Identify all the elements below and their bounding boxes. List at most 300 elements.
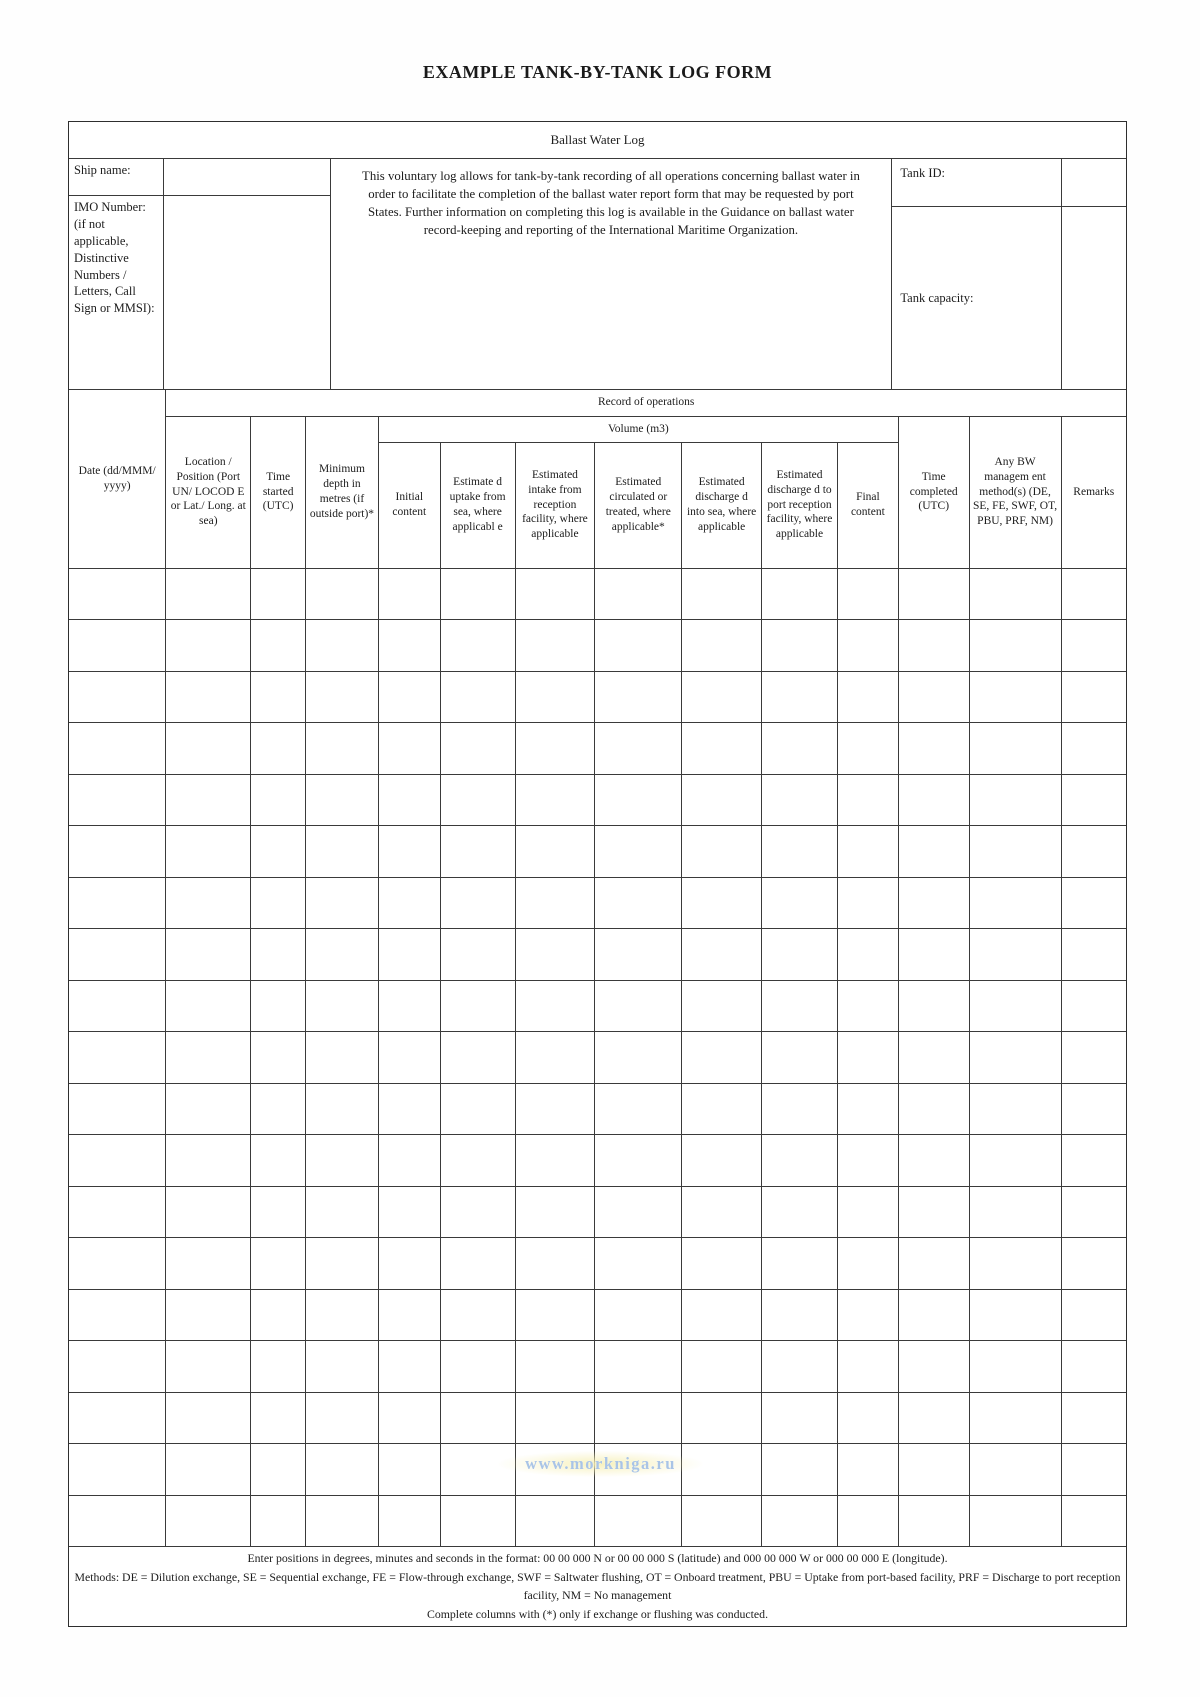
col-header-est-discharge-port: Estimated discharge d to port reception facility, where applicable [762, 442, 838, 568]
empty-log-cell [898, 1341, 969, 1393]
empty-log-cell [969, 1186, 1061, 1238]
empty-log-cell [440, 1238, 515, 1290]
empty-log-cell [898, 1238, 969, 1290]
empty-log-cell [378, 671, 440, 723]
empty-log-cell [515, 568, 595, 620]
empty-log-cell [306, 774, 379, 826]
empty-log-cell [515, 826, 595, 878]
empty-log-cell [166, 1495, 251, 1547]
empty-log-cell [969, 1135, 1061, 1187]
empty-log-cell [515, 1341, 595, 1393]
empty-log-cell [251, 929, 306, 981]
col-header-est-discharge-sea: Estimated discharge d into sea, where applicable [682, 442, 762, 568]
empty-log-cell [69, 1289, 166, 1341]
empty-log-cell [837, 929, 898, 981]
empty-log-cell [251, 1289, 306, 1341]
empty-log-cell [682, 1186, 762, 1238]
empty-log-cell [251, 980, 306, 1032]
empty-log-cell [595, 671, 682, 723]
empty-log-cell [682, 1289, 762, 1341]
empty-log-cell [1061, 1238, 1126, 1290]
empty-log-cell [762, 1341, 838, 1393]
empty-log-cell [166, 723, 251, 775]
empty-log-cell [1061, 1289, 1126, 1341]
log-table-row [69, 1392, 1126, 1444]
ballast-water-log-form [68, 121, 1127, 1627]
log-table-row [69, 1238, 1126, 1290]
empty-log-cell [166, 1392, 251, 1444]
empty-log-cell [595, 1341, 682, 1393]
empty-log-cell [595, 620, 682, 672]
imo-number-label: IMO Number: (if not applicable, Distinctive Numbers / Letters, Call Sign or MMSI): [69, 196, 164, 390]
empty-log-cell [515, 980, 595, 1032]
empty-log-cell [762, 568, 838, 620]
empty-log-cell [898, 620, 969, 672]
col-header-remarks: Remarks [1061, 416, 1126, 568]
empty-log-cell [69, 1392, 166, 1444]
empty-log-cell [1061, 929, 1126, 981]
log-table-row [69, 826, 1126, 878]
footnote-methods: Methods: DE = Dilution exchange, SE = Sequential exchange, FE = Flow-through exchange, SWF = Saltwater flushing, OT = Onboard treatment, PBU = Uptake from port-based facility, PRF = Discharge to port reception facility, NM = No management [74, 1569, 1121, 1603]
empty-log-cell [515, 671, 595, 723]
empty-log-cell [440, 620, 515, 672]
empty-log-cell [251, 1083, 306, 1135]
empty-log-cell [837, 1135, 898, 1187]
empty-log-cell [837, 877, 898, 929]
empty-log-cell [306, 1135, 379, 1187]
empty-log-cell [682, 723, 762, 775]
empty-log-cell [440, 1186, 515, 1238]
empty-log-cell [166, 1135, 251, 1187]
empty-log-cell [837, 774, 898, 826]
empty-log-cell [837, 1392, 898, 1444]
empty-log-cell [306, 568, 379, 620]
empty-log-cell [837, 1495, 898, 1547]
empty-log-cell [306, 1083, 379, 1135]
empty-log-cell [69, 1083, 166, 1135]
empty-log-cell [306, 877, 379, 929]
empty-log-cell [378, 774, 440, 826]
empty-log-cell [440, 723, 515, 775]
empty-log-cell [166, 1186, 251, 1238]
empty-log-cell [1061, 1444, 1126, 1496]
empty-log-cell [595, 826, 682, 878]
log-table-row [69, 568, 1126, 620]
empty-log-cell [682, 1495, 762, 1547]
empty-log-cell [898, 671, 969, 723]
log-table-row [69, 1032, 1126, 1084]
empty-log-cell [166, 1341, 251, 1393]
empty-log-cell [515, 1186, 595, 1238]
empty-log-cell [762, 1289, 838, 1341]
ship-name-field [164, 159, 331, 196]
footnote-positions: Enter positions in degrees, minutes and seconds in the format: 00 00 000 N or 00 00 000 S (latitude) and 000 00 000 W or 000 00 000 E (longitude). [247, 1551, 948, 1565]
empty-log-cell [762, 1135, 838, 1187]
empty-log-cell [69, 1135, 166, 1187]
tank-id-field [1062, 159, 1126, 207]
empty-log-cell [515, 1392, 595, 1444]
empty-log-cell [837, 723, 898, 775]
col-header-time-started: Time started (UTC) [251, 416, 306, 568]
empty-log-cell [378, 1032, 440, 1084]
empty-log-cell [166, 671, 251, 723]
empty-log-cell [682, 671, 762, 723]
empty-log-cell [1061, 774, 1126, 826]
empty-log-cell [837, 620, 898, 672]
empty-log-cell [837, 1238, 898, 1290]
empty-log-cell [378, 929, 440, 981]
empty-log-cell [682, 1341, 762, 1393]
empty-log-cell [378, 1289, 440, 1341]
empty-log-cell [515, 620, 595, 672]
empty-log-cell [440, 826, 515, 878]
empty-log-cell [1061, 723, 1126, 775]
empty-log-cell [762, 929, 838, 981]
empty-log-cell [682, 568, 762, 620]
col-header-est-intake: Estimated intake from reception facility, where applicable [515, 442, 595, 568]
empty-log-cell [251, 568, 306, 620]
empty-log-cell [306, 929, 379, 981]
empty-log-cell [595, 1392, 682, 1444]
log-table-row [69, 1444, 1126, 1496]
log-table-row [69, 1341, 1126, 1393]
empty-log-cell [762, 1083, 838, 1135]
empty-log-cell [898, 929, 969, 981]
empty-log-cell [440, 1392, 515, 1444]
empty-log-cell [69, 671, 166, 723]
empty-log-cell [378, 1135, 440, 1187]
empty-log-cell [595, 1444, 682, 1496]
empty-log-cell [69, 723, 166, 775]
empty-log-cell [378, 826, 440, 878]
empty-log-cell [515, 1032, 595, 1084]
empty-log-cell [762, 877, 838, 929]
empty-log-cell [969, 671, 1061, 723]
empty-log-cell [762, 826, 838, 878]
empty-log-cell [306, 1186, 379, 1238]
empty-log-cell [306, 980, 379, 1032]
empty-log-cell [166, 774, 251, 826]
col-header-time-completed: Time completed (UTC) [898, 416, 969, 568]
empty-log-cell [1061, 1032, 1126, 1084]
empty-log-cell [515, 1495, 595, 1547]
empty-log-cell [762, 723, 838, 775]
empty-log-cell [378, 877, 440, 929]
log-table-row [69, 1495, 1126, 1547]
empty-log-cell [898, 1186, 969, 1238]
empty-log-cell [898, 1135, 969, 1187]
empty-log-cell [440, 877, 515, 929]
empty-log-cell [69, 1238, 166, 1290]
col-header-bw-management: Any BW managem ent method(s) (DE, SE, FE, SWF, OT, PBU, PRF, NM) [969, 416, 1061, 568]
empty-log-cell [378, 723, 440, 775]
empty-log-cell [306, 1495, 379, 1547]
empty-log-cell [1061, 1186, 1126, 1238]
empty-log-cell [969, 723, 1061, 775]
empty-log-cell [595, 929, 682, 981]
empty-log-cell [837, 1444, 898, 1496]
volume-group-header: Volume (m3) [378, 416, 898, 442]
empty-log-cell [837, 826, 898, 878]
empty-log-cell [306, 671, 379, 723]
empty-log-cell [969, 980, 1061, 1032]
log-table-body [69, 568, 1126, 1547]
empty-log-cell [251, 1238, 306, 1290]
empty-log-cell [1061, 568, 1126, 620]
empty-log-cell [969, 877, 1061, 929]
empty-log-cell [969, 620, 1061, 672]
empty-log-cell [682, 1238, 762, 1290]
empty-log-cell [837, 1083, 898, 1135]
col-header-est-circulated: Estimated circulated or treated, where applicable* [595, 442, 682, 568]
empty-log-cell [595, 1083, 682, 1135]
empty-log-cell [69, 620, 166, 672]
empty-log-cell [969, 1083, 1061, 1135]
form-info-header [69, 159, 1126, 390]
form-title-bar: Ballast Water Log [69, 122, 1126, 159]
empty-log-cell [595, 1238, 682, 1290]
empty-log-cell [898, 1495, 969, 1547]
empty-log-cell [306, 620, 379, 672]
empty-log-cell [440, 980, 515, 1032]
empty-log-cell [1061, 877, 1126, 929]
empty-log-cell [969, 568, 1061, 620]
empty-log-cell [440, 1083, 515, 1135]
empty-log-cell [898, 1083, 969, 1135]
log-table-row [69, 723, 1126, 775]
log-table-row [69, 671, 1126, 723]
empty-log-cell [378, 1392, 440, 1444]
empty-log-cell [898, 877, 969, 929]
log-table-row [69, 1289, 1126, 1341]
empty-log-cell [166, 877, 251, 929]
empty-log-cell [440, 1341, 515, 1393]
empty-log-cell [898, 1289, 969, 1341]
footnote-asterisk: Complete columns with (*) only if exchange or flushing was conducted. [426, 1606, 769, 1621]
empty-log-cell [682, 1083, 762, 1135]
empty-log-cell [251, 620, 306, 672]
empty-log-cell [251, 1341, 306, 1393]
empty-log-cell [69, 1495, 166, 1547]
empty-log-cell [595, 980, 682, 1032]
tank-capacity-label: Tank capacity: [892, 207, 1062, 390]
empty-log-cell [837, 980, 898, 1032]
empty-log-cell [440, 1444, 515, 1496]
empty-log-cell [682, 1392, 762, 1444]
empty-log-cell [69, 1444, 166, 1496]
empty-log-cell [969, 1032, 1061, 1084]
empty-log-cell [898, 1444, 969, 1496]
empty-log-cell [595, 568, 682, 620]
empty-log-cell [306, 1289, 379, 1341]
empty-log-cell [682, 1444, 762, 1496]
empty-log-cell [251, 1186, 306, 1238]
empty-log-cell [378, 1238, 440, 1290]
empty-log-cell [251, 1495, 306, 1547]
empty-log-cell [166, 1083, 251, 1135]
empty-log-cell [682, 826, 762, 878]
empty-log-cell [1061, 1495, 1126, 1547]
empty-log-cell [515, 774, 595, 826]
empty-log-cell [69, 929, 166, 981]
footnotes-cell [69, 1547, 1126, 1626]
empty-log-cell [762, 1392, 838, 1444]
empty-log-cell [69, 1186, 166, 1238]
site-watermark: www.morkniga.ru [498, 1451, 703, 1477]
empty-log-cell [440, 1135, 515, 1187]
empty-log-cell [682, 980, 762, 1032]
empty-log-cell [306, 723, 379, 775]
form-description: This voluntary log allows for tank-by-tank recording of all operations concerning ballast water in order to facilitate the completion of the ballast water report form that may be requested by port States. Further information on completing this log is available in the Guidance on ballast water record-keeping and reporting of the International Maritime Organization. [331, 159, 893, 390]
empty-log-cell [515, 877, 595, 929]
empty-log-cell [251, 723, 306, 775]
empty-log-cell [166, 620, 251, 672]
empty-log-cell [166, 568, 251, 620]
empty-log-cell [837, 671, 898, 723]
empty-log-cell [251, 1392, 306, 1444]
col-header-location: Location / Position (Port UN/ LOCOD E or Lat./ Long. at sea) [166, 416, 251, 568]
empty-log-cell [378, 568, 440, 620]
empty-log-cell [682, 620, 762, 672]
document-title: EXAMPLE TANK-BY-TANK LOG FORM [422, 62, 773, 82]
empty-log-cell [1061, 1341, 1126, 1393]
empty-log-cell [251, 826, 306, 878]
empty-log-cell [595, 877, 682, 929]
empty-log-cell [166, 980, 251, 1032]
empty-log-cell [251, 774, 306, 826]
log-table-row [69, 1083, 1126, 1135]
empty-log-cell [440, 568, 515, 620]
col-header-initial-content: Initial content [378, 442, 440, 568]
empty-log-cell [595, 1032, 682, 1084]
empty-log-cell [762, 1495, 838, 1547]
empty-log-cell [762, 1444, 838, 1496]
empty-log-cell [898, 980, 969, 1032]
empty-log-cell [969, 929, 1061, 981]
log-table-header [69, 390, 1126, 568]
empty-log-cell [969, 1289, 1061, 1341]
empty-log-cell [69, 1032, 166, 1084]
empty-log-cell [762, 1186, 838, 1238]
empty-log-cell [515, 1135, 595, 1187]
empty-log-cell [306, 1238, 379, 1290]
empty-log-cell [515, 929, 595, 981]
empty-log-cell [837, 1032, 898, 1084]
empty-log-cell [306, 1341, 379, 1393]
empty-log-cell [1061, 1392, 1126, 1444]
empty-log-cell [898, 826, 969, 878]
empty-log-cell [166, 929, 251, 981]
empty-log-cell [166, 1032, 251, 1084]
empty-log-cell [762, 1238, 838, 1290]
empty-log-cell [969, 1341, 1061, 1393]
empty-log-cell [1061, 980, 1126, 1032]
empty-log-cell [898, 723, 969, 775]
empty-log-cell [595, 723, 682, 775]
empty-log-cell [595, 1135, 682, 1187]
empty-log-cell [440, 671, 515, 723]
empty-log-cell [595, 1289, 682, 1341]
empty-log-cell [440, 774, 515, 826]
empty-log-cell [166, 826, 251, 878]
record-of-operations-header: Record of operations [166, 390, 1126, 416]
log-table-row [69, 929, 1126, 981]
empty-log-cell [837, 568, 898, 620]
empty-log-cell [898, 774, 969, 826]
empty-log-cell [378, 1495, 440, 1547]
empty-log-cell [69, 568, 166, 620]
ship-name-label: Ship name: [69, 159, 164, 196]
empty-log-cell [440, 1495, 515, 1547]
empty-log-cell [762, 1032, 838, 1084]
col-header-date: Date (dd/MMM/ yyyy) [69, 390, 166, 568]
empty-log-cell [440, 1032, 515, 1084]
empty-log-cell [1061, 671, 1126, 723]
empty-log-cell [378, 1083, 440, 1135]
empty-log-cell [306, 1392, 379, 1444]
empty-log-cell [515, 1238, 595, 1290]
log-table-row [69, 877, 1126, 929]
empty-log-cell [682, 774, 762, 826]
empty-log-cell [306, 1032, 379, 1084]
empty-log-cell [306, 826, 379, 878]
empty-log-cell [69, 774, 166, 826]
empty-log-cell [682, 877, 762, 929]
empty-log-cell [69, 1341, 166, 1393]
empty-log-cell [762, 774, 838, 826]
tank-id-label: Tank ID: [892, 159, 1062, 207]
empty-log-cell [251, 671, 306, 723]
empty-log-cell [762, 980, 838, 1032]
empty-log-cell [378, 1186, 440, 1238]
empty-log-cell [969, 1495, 1061, 1547]
empty-log-cell [837, 1289, 898, 1341]
empty-log-cell [166, 1289, 251, 1341]
empty-log-cell [1061, 826, 1126, 878]
empty-log-cell [440, 1289, 515, 1341]
empty-log-cell [306, 1444, 379, 1496]
col-header-final-content: Final content [837, 442, 898, 568]
empty-log-cell [1061, 1135, 1126, 1187]
log-table-row [69, 980, 1126, 1032]
empty-log-cell [837, 1341, 898, 1393]
empty-log-cell [69, 877, 166, 929]
empty-log-cell [595, 774, 682, 826]
empty-log-cell [682, 1032, 762, 1084]
log-table-row [69, 1135, 1126, 1187]
empty-log-cell [515, 1289, 595, 1341]
empty-log-cell [595, 1495, 682, 1547]
empty-log-cell [251, 1135, 306, 1187]
empty-log-cell [969, 1392, 1061, 1444]
empty-log-cell [1061, 620, 1126, 672]
empty-log-cell [166, 1238, 251, 1290]
empty-log-cell [682, 1135, 762, 1187]
empty-log-cell [969, 1444, 1061, 1496]
empty-log-cell [378, 1341, 440, 1393]
empty-log-cell [837, 1186, 898, 1238]
empty-log-cell [251, 1444, 306, 1496]
empty-log-cell [898, 1032, 969, 1084]
empty-log-cell [898, 1392, 969, 1444]
empty-log-cell [969, 774, 1061, 826]
imo-number-field [164, 196, 331, 390]
empty-log-cell [762, 620, 838, 672]
empty-log-cell [69, 826, 166, 878]
log-table [69, 390, 1126, 1626]
empty-log-cell [969, 826, 1061, 878]
empty-log-cell [762, 671, 838, 723]
